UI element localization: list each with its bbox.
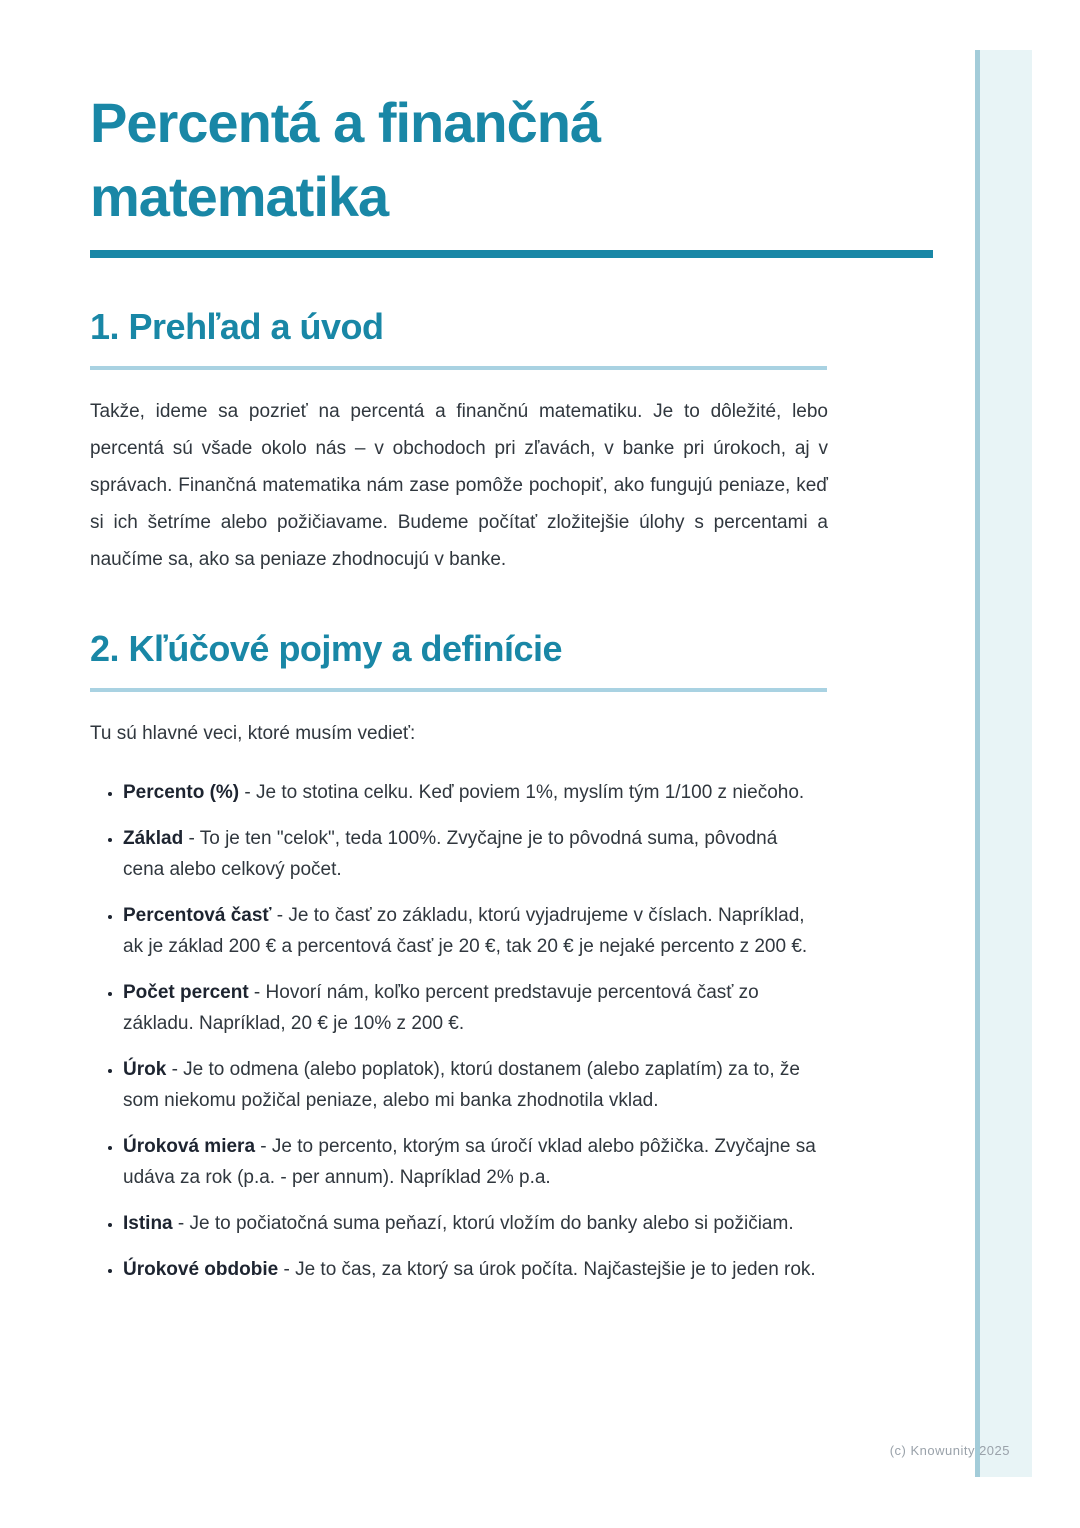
section-heading-1: 1. Prehľad a úvod [90, 305, 384, 347]
page-title: Percentá a finančná matematika [90, 91, 601, 228]
section-divider-1 [90, 366, 827, 370]
copyright-footer: (c) Knowunity 2025 [889, 1443, 1010, 1458]
key-term-label: Základ [123, 827, 184, 849]
key-term-label: Úroková miera [123, 1135, 256, 1157]
key-term-item [123, 1254, 820, 1285]
key-term-item [123, 900, 820, 962]
key-term-label: Istina [123, 1212, 173, 1234]
key-term-definition: - To je ten "celok", teda 100%. Zvyčajne je to pôvodná suma, pôvodná cena alebo celkový počet. [123, 827, 778, 880]
key-term-item [123, 977, 820, 1039]
right-edge-strip [975, 50, 1032, 1477]
key-term-item [123, 823, 820, 885]
key-term-definition: - Je to stotina celku. Keď poviem 1%, myslím tým 1/100 z niečoho. [239, 781, 805, 803]
key-term-definition: - Hovorí nám, koľko percent predstavuje percentová časť zo základu. Napríklad, 20 € je 10% z 200 €. [123, 981, 759, 1034]
key-term-definition: - Je to počiatočná suma peňazí, ktorú vložím do banky alebo si požičiam. [172, 1212, 794, 1234]
key-term-label: Úrokové obdobie [123, 1258, 279, 1280]
key-term-item [123, 1208, 820, 1239]
key-term-label: Percentová časť [123, 904, 272, 926]
section-divider-2 [90, 688, 827, 692]
key-term-definition: - Je to percento, ktorým sa úročí vklad alebo pôžička. Zvyčajne sa udáva za rok (p.a. - per annum). Napríklad 2% p.a. [123, 1135, 816, 1188]
key-term-label: Počet percent [123, 981, 249, 1003]
key-term-label: Percento (%) [123, 781, 240, 803]
section-heading-2: 2. Kľúčové pojmy a definície [90, 627, 563, 669]
key-term-definition: - Je to odmena (alebo poplatok), ktorú dostanem (alebo zaplatím) za to, že som niekomu požičal peniaze, alebo mi banka zhodnotila vklad. [123, 1058, 800, 1111]
key-terms-intro: Tu sú hlavné veci, ktoré musím vedieť: [90, 722, 416, 744]
key-term-item [123, 777, 820, 808]
key-term-definition: - Je to čas, za ktorý sa úrok počíta. Najčastejšie je to jeden rok. [278, 1258, 816, 1280]
intro-paragraph: Takže, ideme sa pozrieť na percentá a finančnú matematiku. Je to dôležité, lebo percentá sú všade okolo nás – v obchodoch pri zľavách, v banke pri úrokoch, aj v správach. Finančná matematika nám zase pomôže pochopiť, ako fungujú peniaze, keď si ich šetríme alebo požičiavame. Budeme počítať zložitejšie úlohy s percentami a naučíme sa, ako sa peniaze zhodnocujú v banke. [90, 400, 828, 570]
document-content [90, 0, 830, 1300]
key-term-definition: - Je to časť zo základu, ktorú vyjadrujeme v číslach. Napríklad, ak je základ 200 € a percentová časť je 20 €, tak 20 € je nejaké percento z 200 €. [123, 904, 808, 957]
title-divider [90, 250, 933, 258]
key-term-label: Úrok [123, 1058, 167, 1080]
key-term-item [123, 1054, 820, 1116]
key-term-item [123, 1131, 820, 1193]
key-terms-list [90, 777, 820, 1285]
